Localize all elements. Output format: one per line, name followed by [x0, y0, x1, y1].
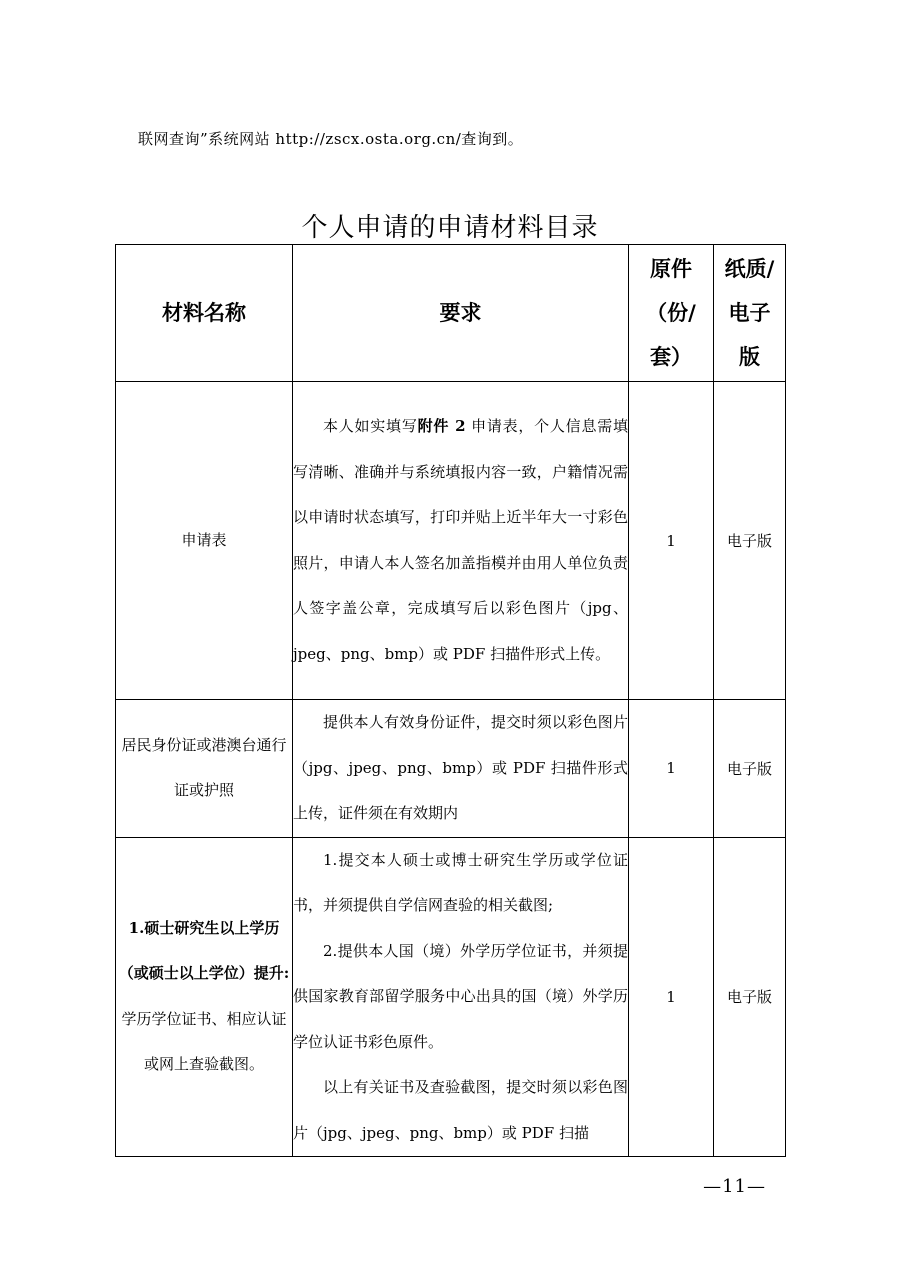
intro-line: 联网查询”系统网站 http://zscx.osta.org.cn/查询到。 — [138, 130, 524, 148]
document-title: 个人申请的申请材料目录 — [301, 213, 599, 243]
header-copies — [629, 245, 714, 382]
page-number: —11— — [703, 1176, 766, 1197]
row-3-req-paragraph-2: 2.提供本人国（境）外学历学位证书，并须提供国家教育部留学服务中心出具的国（境）外学历学位认证书彩色原件。 — [293, 941, 628, 1051]
header-name: 材料名称 — [116, 245, 293, 382]
header-copies-line1: 原件 — [650, 257, 692, 281]
row-3-req-paragraph-3: 以上有关证书及查验截图，提交时须以彩色图片（jpg、jpeg、png、bmp）或 PDF 扫描 — [293, 1078, 628, 1142]
row-1-format: 电子版 — [714, 382, 786, 700]
row-2-requirement — [293, 700, 629, 838]
header-requirement: 要求 — [293, 245, 629, 382]
header-copies-line2: （份/ — [646, 301, 696, 325]
row-3-name-bold: 1.硕士研究生以上学历（或硕士以上学位）提升: — [118, 918, 290, 983]
row-2-format: 电子版 — [714, 700, 786, 838]
row-3-name — [116, 837, 293, 1157]
header-format — [714, 245, 786, 382]
row-2-name: 居民身份证或港澳台通行证或护照 — [116, 700, 293, 838]
row-1-req-paragraph: 本人如实填写附件 2 申请表，个人信息需填写清晰、准确并与系统填报内容一致，户籍情况需以申请时状态填写，打印并贴上近半年大一寸彩色照片，申请人本人签名加盖指模并由用人单位负责人签字盖公章，完成填写后以彩色图片（jpg、jpeg、png、bmp）或 PDF 扫描件形式上传。 — [293, 417, 628, 663]
attachment-ref: 附件 2 — [417, 417, 466, 435]
header-format-line3: 版 — [739, 345, 760, 369]
row-2-req-paragraph: 提供本人有效身份证件，提交时须以彩色图片（jpg、jpeg、png、bmp）或 PDF 扫描件形式上传，证件须在有效期内 — [293, 713, 628, 822]
row-3-format: 电子版 — [714, 837, 786, 1157]
table-row — [116, 700, 786, 838]
row-3-req-paragraph-1: 1.提交本人硕士或博士研究生学历或学位证书，并须提供自学信网查验的相关截图; — [293, 850, 628, 914]
row-3-requirement — [293, 837, 629, 1157]
header-format-line1: 纸质/ — [724, 257, 775, 281]
row-1-copies: 1 — [629, 382, 714, 700]
materials-table — [115, 244, 786, 1157]
row-3-copies: 1 — [629, 837, 714, 1157]
row-1-name: 申请表 — [116, 382, 293, 700]
header-copies-line3: 套） — [650, 345, 692, 369]
row-1-requirement — [293, 382, 629, 700]
table-row — [116, 837, 786, 1157]
table-header-row — [116, 245, 786, 382]
row-2-copies: 1 — [629, 700, 714, 838]
table-row — [116, 382, 786, 700]
header-format-line2: 电子 — [728, 301, 771, 325]
row-3-name-rest: 学历学位证书、相应认证或网上查验截图。 — [121, 1009, 287, 1074]
